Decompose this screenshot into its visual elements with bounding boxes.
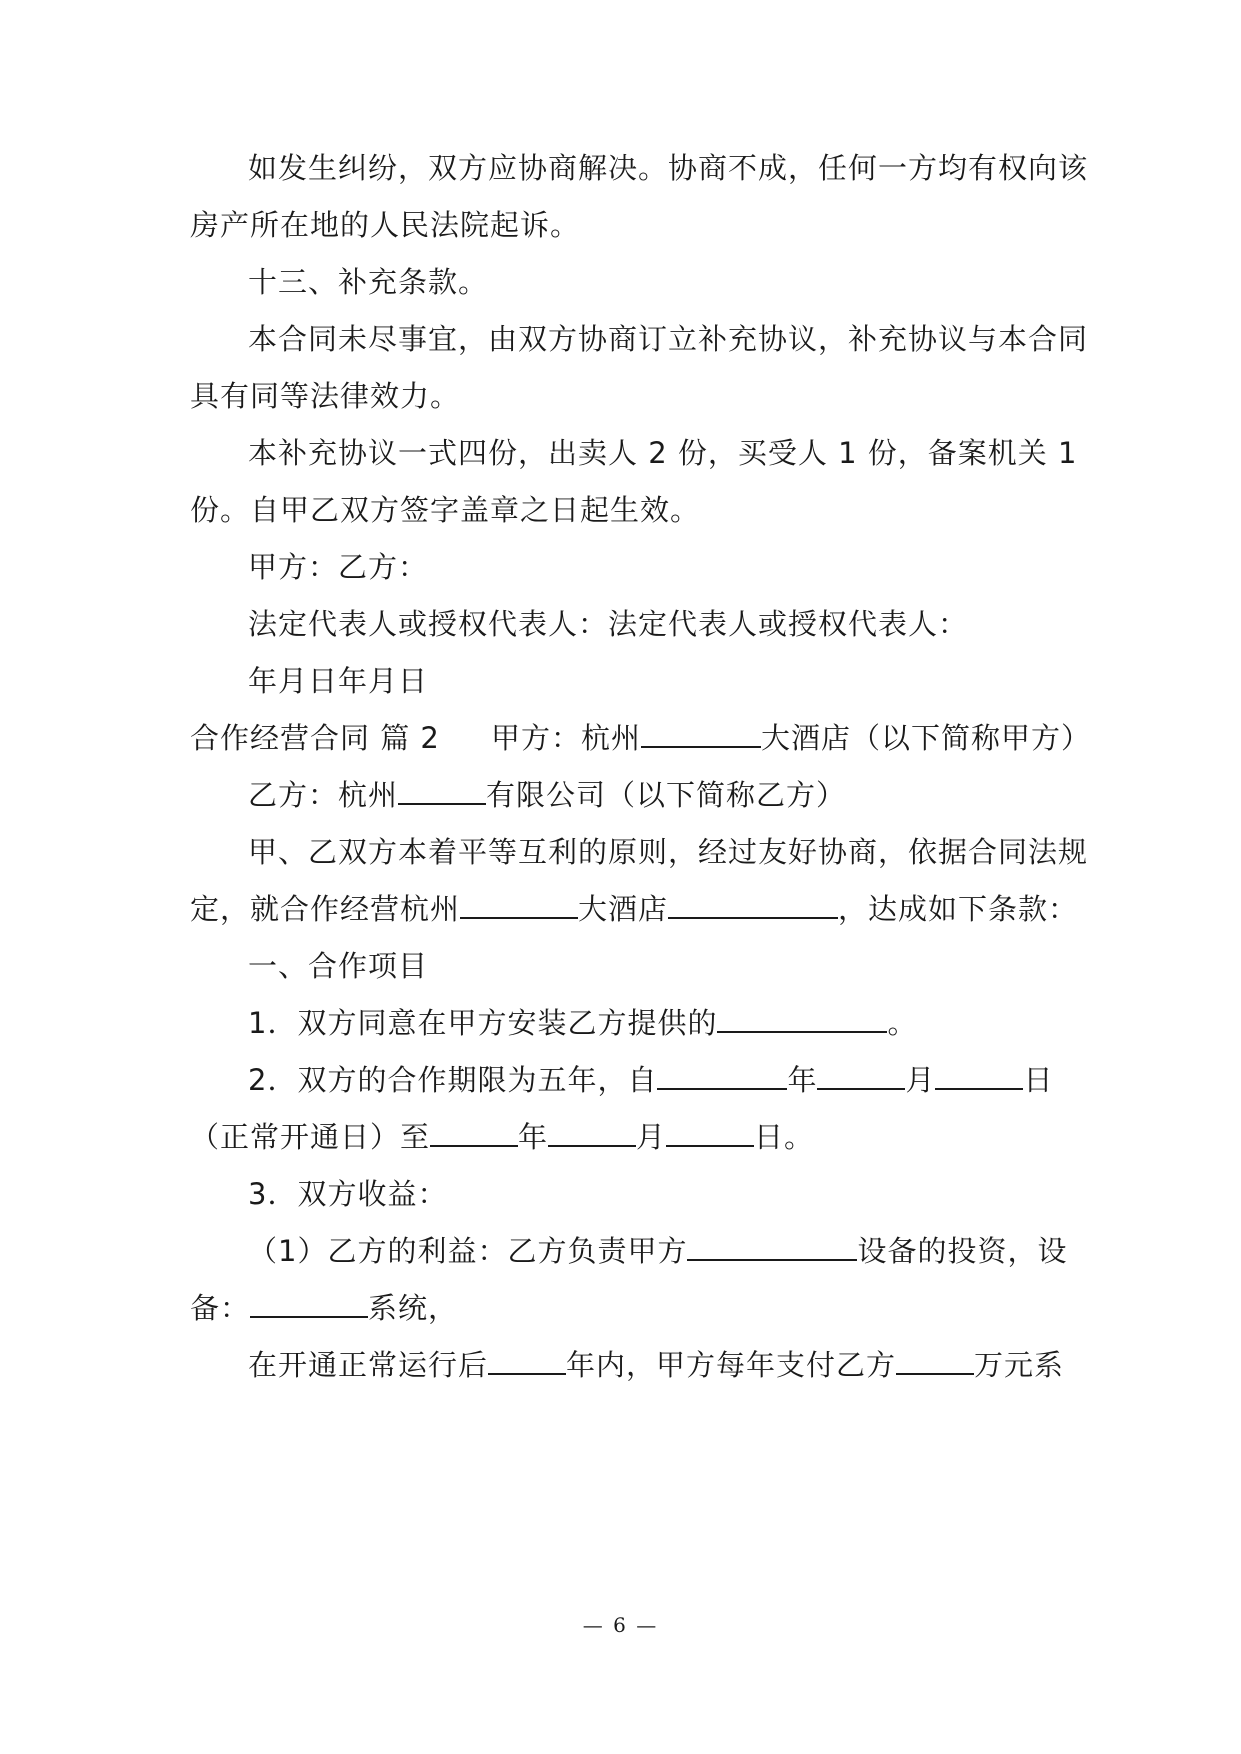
- paragraph-line: [248, 319, 1088, 359]
- fill-blank: [668, 889, 838, 919]
- text: 年: [518, 1120, 549, 1154]
- paragraph-line: [248, 832, 1088, 872]
- clause-line: [248, 1174, 447, 1214]
- text: 年: [787, 1063, 818, 1097]
- fill-blank: [666, 1117, 754, 1147]
- paragraph-line: [190, 376, 460, 416]
- text: 本补充协议一式四份，出卖人 2 份，买受人 1 份，备案机关 1: [248, 436, 1078, 470]
- text: 设备的投资，设: [857, 1234, 1068, 1268]
- paragraph-line: [248, 148, 1088, 188]
- fill-blank: [398, 775, 486, 805]
- fill-blank: [430, 1117, 518, 1147]
- text: 日: [1023, 1063, 1054, 1097]
- text: （正常开通日）至: [190, 1120, 431, 1154]
- clause-line: [248, 1003, 917, 1043]
- fill-blank: [717, 1003, 887, 1033]
- text: （1）乙方的利益：乙方负责甲方: [248, 1234, 688, 1268]
- fill-blank: [250, 1288, 368, 1318]
- paragraph-line: [248, 433, 1077, 473]
- text: 系统，: [368, 1291, 459, 1325]
- text: 在开通正常运行后: [248, 1348, 489, 1382]
- section-heading: [248, 262, 488, 302]
- text: 合作经营合同 篇 2 甲方：杭州: [190, 721, 641, 755]
- text: 年月日年月日: [248, 664, 429, 698]
- paragraph-line: [190, 205, 580, 245]
- text: 一、合作项目: [248, 949, 429, 983]
- text: 2．双方的合作期限为五年，自: [248, 1063, 658, 1097]
- page-number: — 6 —: [582, 1613, 659, 1637]
- text: 日。: [754, 1120, 815, 1154]
- fill-blank: [460, 889, 578, 919]
- clause-line: [190, 1117, 814, 1157]
- text: 备：: [190, 1291, 251, 1325]
- fill-blank: [935, 1060, 1023, 1090]
- fill-blank: [488, 1345, 566, 1375]
- fill-blank: [548, 1117, 636, 1147]
- text: 。: [887, 1006, 918, 1040]
- clause-line: [248, 1231, 1067, 1271]
- contract-title-line: [190, 718, 1091, 758]
- text: 大酒店: [578, 892, 669, 926]
- text: 具有同等法律效力。: [190, 379, 461, 413]
- text: 甲、乙双方本着平等互利的原则，经过友好协商，依据合同法规: [248, 835, 1089, 869]
- text: 本合同未尽事宜，由双方协商订立补充协议，补充协议与本合同: [248, 322, 1089, 356]
- text: ，达成如下条款：: [838, 892, 1079, 926]
- fill-blank: [817, 1060, 905, 1090]
- signature-representatives: [248, 604, 968, 644]
- text: 乙方：杭州: [248, 778, 399, 812]
- text: 甲方：乙方：: [248, 550, 429, 584]
- fill-blank: [687, 1231, 857, 1261]
- text: 大酒店（以下简称甲方）: [760, 721, 1091, 755]
- text: 法定代表人或授权代表人：法定代表人或授权代表人：: [248, 607, 969, 641]
- text: 3．双方收益：: [248, 1177, 448, 1211]
- signature-dates: [248, 661, 428, 701]
- paragraph-line: [190, 889, 1078, 929]
- text: 万元系: [974, 1348, 1065, 1382]
- text: 月: [636, 1120, 667, 1154]
- clause-line: [190, 1288, 458, 1328]
- text: 月: [905, 1063, 936, 1097]
- text: 房产所在地的人民法院起诉。: [190, 208, 581, 242]
- fill-blank: [657, 1060, 787, 1090]
- text: 如发生纠纷，双方应协商解决。协商不成，任何一方均有权向该: [248, 151, 1089, 185]
- fill-blank: [641, 718, 761, 748]
- paragraph-line: [190, 490, 700, 530]
- clause-line: [248, 1345, 1064, 1385]
- text: 有限公司（以下简称乙方）: [486, 778, 847, 812]
- signature-parties: [248, 547, 428, 587]
- text: 1．双方同意在甲方安装乙方提供的: [248, 1006, 718, 1040]
- party-b-line: [248, 775, 846, 815]
- section-heading: [248, 946, 428, 986]
- text: 份。自甲乙双方签字盖章之日起生效。: [190, 493, 701, 527]
- text: 定，就合作经营杭州: [190, 892, 461, 926]
- clause-line: [248, 1060, 1054, 1100]
- text: 十三、补充条款。: [248, 265, 489, 299]
- fill-blank: [896, 1345, 974, 1375]
- text: 年内，甲方每年支付乙方: [566, 1348, 897, 1382]
